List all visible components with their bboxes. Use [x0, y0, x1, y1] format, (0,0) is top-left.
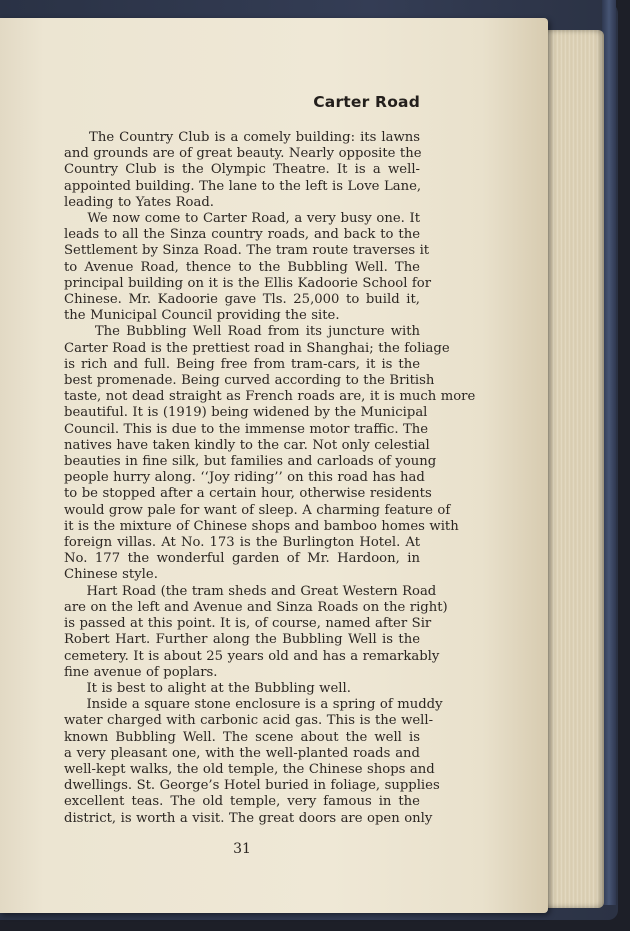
- text-line: is passed at this point. It is, of course, named after Sir: [64, 616, 432, 632]
- text-line: appointed building. The lane to the left is Love Lane,: [64, 178, 422, 194]
- text-line: leading to Yates Road.: [64, 194, 214, 210]
- page-content: [64, 92, 476, 857]
- text-line: district, is worth a visit. The great doors are open only: [64, 810, 433, 826]
- text-line: We now come to Carter Road, a very busy one. It: [64, 211, 420, 227]
- text-line: are on the left and Avenue and Sinza Roads on the right): [64, 599, 448, 615]
- text-line: natives have taken kindly to the car. Not only celestial: [64, 437, 430, 453]
- text-line: No. 177 the wonderful garden of Mr. Hardoon, in: [64, 551, 420, 567]
- book-spine-edge: [602, 0, 616, 905]
- text-line: a very pleasant one, with the well-planted roads and: [64, 745, 420, 761]
- text-line: Country Club is the Olympic Theatre. It is a well-: [64, 162, 420, 178]
- text-line: Hart Road (the tram sheds and Great Western Road: [64, 583, 437, 599]
- paragraph: [64, 583, 448, 681]
- text-line: and grounds are of great beauty. Nearly opposite the: [64, 146, 422, 162]
- text-line: it is the mixture of Chinese shops and bamboo homes with: [64, 518, 459, 534]
- text-line: Chinese style.: [64, 567, 158, 583]
- running-head: Carter Road: [313, 93, 420, 111]
- page-number: 31: [233, 840, 251, 857]
- text-line: foreign villas. At No. 173 is the Burlington Hotel. At: [64, 535, 420, 551]
- text-line: to be stopped after a certain hour, otherwise residents: [64, 486, 432, 502]
- text-line: Chinese. Mr. Kadoorie gave Tls. 25,000 to build it,: [64, 292, 420, 308]
- book-page: [0, 18, 548, 913]
- text-line: taste, not dead straight as French roads are, it is much more: [64, 389, 476, 405]
- text-line: is rich and full. Being free from tram-cars, it is the: [64, 356, 420, 372]
- text-line: best promenade. Being curved according to the British: [64, 373, 435, 389]
- text-line: Council. This is due to the immense motor traffic. The: [64, 421, 429, 437]
- paragraph: [64, 697, 443, 827]
- text-line: beautiful. It is (1919) being widened by the Municipal: [64, 405, 428, 421]
- text-line: leads to all the Sinza country roads, and back to the: [64, 227, 420, 243]
- text-line: beauties in fine silk, but families and carloads of young: [64, 454, 437, 470]
- text-line: It is best to alight at the Bubbling well.: [64, 680, 351, 696]
- text-line: to Avenue Road, thence to the Bubbling Well. The: [64, 259, 420, 275]
- text-line: would grow pale for want of sleep. A charming feature of: [64, 502, 451, 518]
- text-line: well-kept walks, the old temple, the Chinese shops and: [64, 761, 435, 777]
- text-line: The Country Club is a comely building: its lawns: [64, 130, 420, 145]
- text-line: known Bubbling Well. The scene about the well is: [64, 729, 420, 745]
- text-line: Robert Hart. Further along the Bubbling Well is the: [64, 632, 420, 648]
- body-text: [64, 130, 476, 827]
- paragraph: [64, 681, 420, 697]
- text-line: excellent teas. The old temple, very famous in the: [64, 794, 420, 810]
- text-line: dwellings. St. George’s Hotel buried in foliage, supplies: [64, 778, 440, 794]
- paragraph: [64, 130, 420, 211]
- text-line: the Municipal Council providing the site.: [64, 308, 340, 324]
- text-line: fine avenue of poplars.: [64, 664, 218, 680]
- text-line: water charged with carbonic acid gas. This is the well-: [64, 713, 434, 729]
- paragraph: [64, 324, 476, 583]
- text-line: people hurry along. ‘‘Joy riding’’ on this road has had: [64, 470, 425, 486]
- text-line: Settlement by Sinza Road. The tram route traverses it: [64, 243, 430, 259]
- text-line: principal building on it is the Ellis Kadoorie School for: [64, 275, 432, 291]
- text-line: cemetery. It is about 25 years old and has a remarkably: [64, 648, 440, 664]
- text-line: Carter Road is the prettiest road in Shanghai; the foliage: [64, 340, 450, 356]
- paragraph: [64, 211, 432, 324]
- text-line: The Bubbling Well Road from its juncture with: [64, 324, 420, 340]
- text-line: Inside a square stone enclosure is a spring of muddy: [64, 697, 443, 713]
